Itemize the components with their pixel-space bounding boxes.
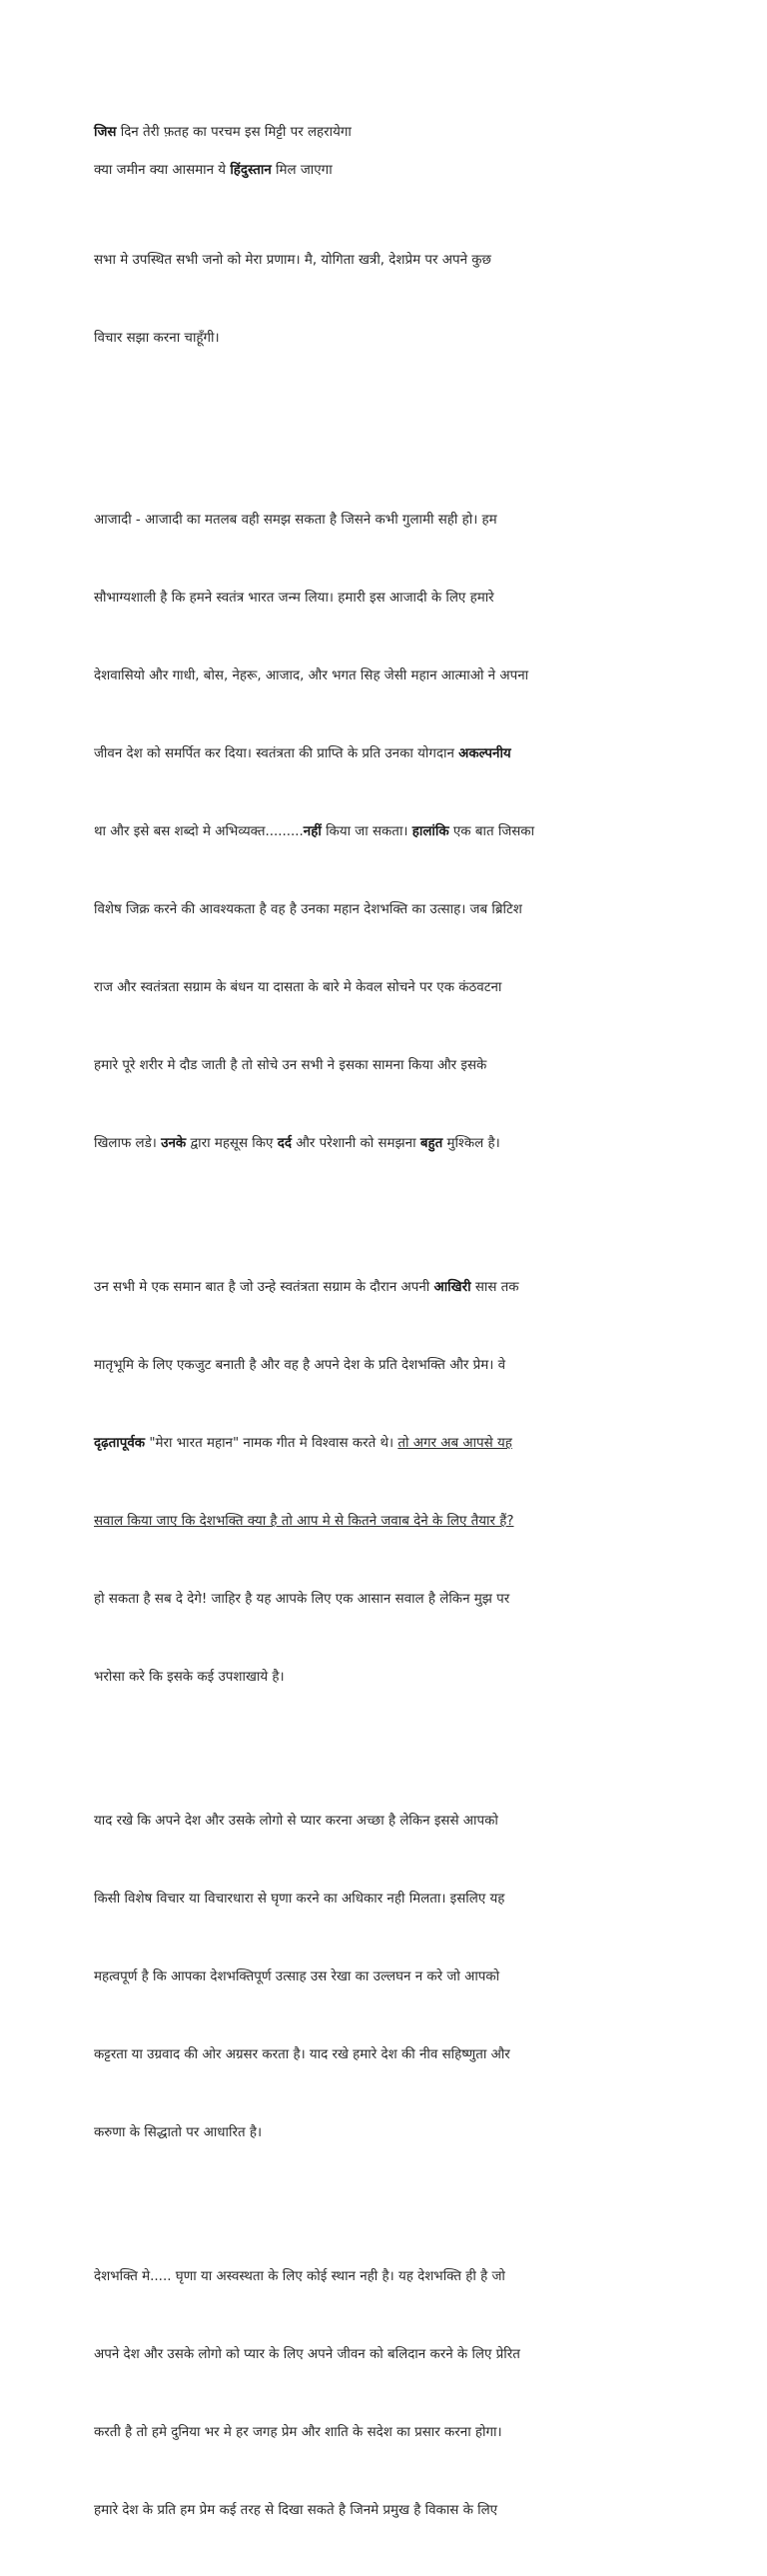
couplet-line-1	[94, 120, 667, 146]
text-line: हमारे पूरे शरीर मे दौड जाती है तो सोचे उन सभी ने इसका सामना किया और इसके	[94, 1058, 487, 1073]
bold-word: जिस	[94, 125, 117, 140]
underlined-text: तो अगर अब आपसे यह	[397, 1436, 512, 1451]
paragraph-tolerance	[94, 1757, 667, 2198]
bold-word: नहीं	[303, 824, 322, 839]
text-line: देशवासियो और गाधी, बोस, नेहरू, आजाद, और भगत सिह जेसी महान आत्माओ ने अपना	[94, 668, 529, 683]
bold-word: हालांकि	[411, 824, 449, 839]
text-line: राज और स्वतंत्रता सग्राम के बंधन या दासता के बारे मे केवल सोचने पर एक कंठवटना	[94, 980, 502, 995]
text-line: अपने देश और उसके लोगो को प्यार के लिए अपने जीवन को बलिदान करने के लिए प्रेरित	[94, 2347, 520, 2362]
text-run: उन सभी मे एक समान बात है जो उन्हे स्वतंत्रता सग्राम के दौरान अपनी	[94, 1280, 434, 1295]
text-line: सौभाग्यशाली है कि हमने स्वतंत्र भारत जन्म लिया। हमारी इस आजादी के लिए हमारे	[94, 591, 494, 606]
text-line: विचार सझा करना चाहूँगी।	[94, 331, 220, 346]
text-run: था और इसे बस शब्दो मे अभिव्यक्त.........	[94, 824, 304, 839]
text-line: किसी विशेष विचार या विचारधारा से घृणा करने का अधिकार नही मिलता। इसलिए यह	[94, 1892, 505, 1907]
bold-word: अकल्पनीय	[458, 746, 511, 761]
text-line	[94, 819, 667, 845]
text-line: आजादी - आजादी का मतलब वही समझ सकता है जिसने कभी गुलामी सही हो। हम	[94, 513, 497, 528]
couplet-line-1-text: दिन तेरी फ़तह का परचम इस मिट्टी पर लहरायेगा	[116, 125, 352, 140]
paragraph-freedom	[94, 456, 667, 1209]
underlined-line: सवाल किया जाए कि देशभक्ति क्या है तो आप मे से कितने जवाब देने के लिए तैयार हैं?	[94, 1514, 514, 1529]
text-run: जीवन देश को समर्पित कर दिया। स्वतंत्रता की प्राप्ति के प्रति उनका योगदान	[94, 746, 459, 761]
bold-word: दर्द	[277, 1136, 292, 1151]
text-line	[94, 1131, 667, 1157]
text-run: मुश्किल है।	[442, 1136, 500, 1151]
paragraph-love	[94, 2212, 667, 2576]
bold-word: आखिरी	[433, 1280, 471, 1295]
text-run: खिलाफ लडे।	[94, 1136, 162, 1151]
document-page	[94, 120, 667, 2576]
bold-word: हिंदुस्तान	[230, 163, 272, 178]
text-line: करुणा के सिद्धातो पर आधारित है।	[94, 2125, 263, 2140]
text-run: एक बात जिसका	[448, 824, 535, 839]
text-line	[94, 1431, 667, 1457]
text-line: हमारे देश के प्रति हम प्रेम कई तरह से दिखा सकते है जिनमे प्रमुख है विकास के लिए	[94, 2503, 498, 2518]
text-line: भरोसा करे कि इसके कई उपशाखाये है।	[94, 1670, 285, 1685]
couplet-line-2	[94, 158, 667, 184]
paragraph-patriotism	[94, 1223, 667, 1743]
text-line: विशेष जिक्र करने की आवश्यकता है वह है उनका महान देशभक्ति का उत्साह। जब ब्रिटिश	[94, 902, 522, 917]
couplet-line-2-after: मिल जाएगा	[271, 163, 333, 178]
text-line: सभा मे उपस्थित सभी जनो को मेरा प्रणाम। मै, योगिता खत्री, देशप्रेम पर अपने कुछ	[94, 253, 491, 268]
text-line: मातृभूमि के लिए एकजुट बनाती है और वह है अपने देश के प्रति देशभक्ति और प्रेम। वे	[94, 1358, 506, 1373]
text-run: द्वारा महसूस किए	[186, 1136, 278, 1151]
text-run: "मेरा भारत महान" नामक गीत मे विश्वास करते थे।	[145, 1436, 398, 1451]
intro-paragraph	[94, 196, 667, 404]
text-line	[94, 1275, 667, 1301]
text-run: किया जा सकता।	[321, 824, 412, 839]
bold-word: उनके	[161, 1136, 187, 1151]
text-line: देशभक्ति मे..... घृणा या अस्वस्थता के लिए कोई स्थान नही है। यह देशभक्ति ही है जो	[94, 2269, 505, 2284]
text-line: कट्टरता या उग्रवाद की ओर अग्रसर करता है। याद रखे हमारे देश की नीव सहिष्णुता और	[94, 2047, 510, 2062]
text-line: हो सकता है सब दे देगे! जाहिर है यह आपके लिए एक आसान सवाल है लेकिन मुझ पर	[94, 1592, 510, 1607]
bold-word: बहुत	[419, 1136, 443, 1151]
text-line: याद रखे कि अपने देश और उसके लोगो से प्यार करना अच्छा है लेकिन इससे आपको	[94, 1814, 498, 1829]
text-run: सास तक	[470, 1280, 519, 1295]
text-line: करती है तो हमे दुनिया भर मे हर जगह प्रेम और शाति के सदेश का प्रसार करना होगा।	[94, 2425, 502, 2440]
text-run: और परेशानी को समझना	[291, 1136, 420, 1151]
couplet-line-2-before: क्या जमीन क्या आसमान ये	[94, 163, 231, 178]
bold-word: दृढ़तापूर्वक	[94, 1436, 146, 1451]
text-line	[94, 741, 667, 767]
text-line: महत्वपूर्ण है कि आपका देशभक्तिपूर्ण उत्साह उस रेखा का उल्लघन न करे जो आपको	[94, 1969, 500, 1984]
